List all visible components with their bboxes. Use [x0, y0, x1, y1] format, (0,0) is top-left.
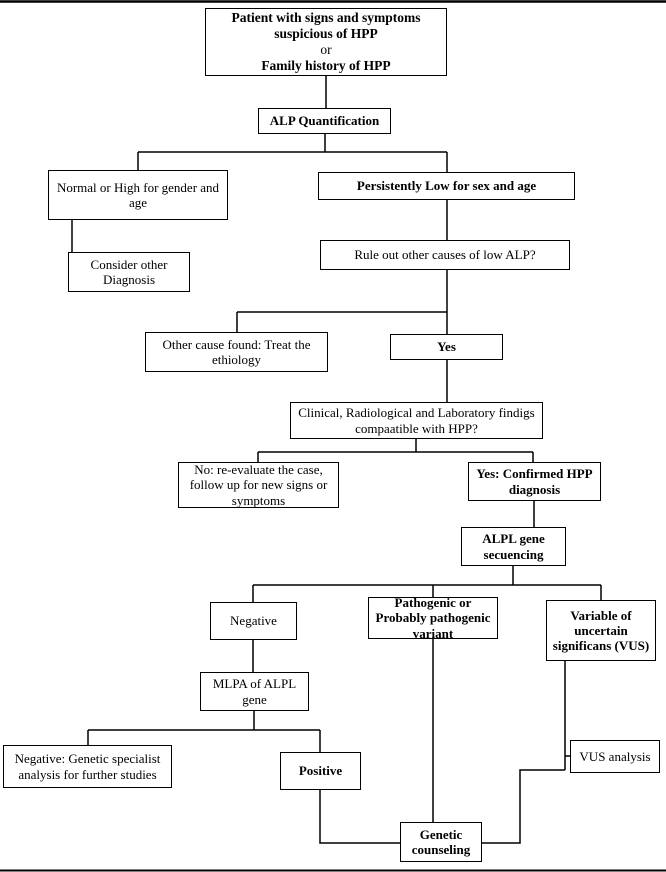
- node-rule-out-low-alp: Rule out other causes of low ALP?: [320, 240, 570, 270]
- node-genetic-counseling: Genetic counseling: [400, 822, 482, 862]
- node-consider-other-diagnosis: Consider other Diagnosis: [68, 252, 190, 292]
- node-yes-confirmed-hpp: Yes: Confirmed HPP diagnosis: [468, 462, 601, 501]
- node-normal-or-high: Normal or High for gender and age: [48, 170, 228, 220]
- connector-alp-split: [138, 134, 447, 172]
- node-positive: Positive: [280, 752, 361, 790]
- node-patient-suspicion: [205, 8, 447, 76]
- patient-line-3: Family history of HPP: [261, 57, 391, 73]
- node-vus-analysis: VUS analysis: [570, 740, 660, 773]
- patient-line-1: Patient with signs and symptoms suspicious of HPP: [231, 10, 421, 42]
- node-alpl-gene-sequencing: ALPL gene secuencing: [461, 527, 566, 566]
- connector-clinical-split: [258, 439, 533, 462]
- node-yes: Yes: [390, 334, 503, 360]
- patient-line-2: or: [320, 42, 332, 57]
- node-persistently-low: Persistently Low for sex and age: [318, 172, 575, 200]
- connector-positive-counseling: [320, 790, 400, 843]
- node-mlpa-alpl-gene: MLPA of ALPL gene: [200, 672, 309, 711]
- node-other-cause-found: Other cause found: Treat the ethiology: [145, 332, 328, 372]
- node-pathogenic-variant: Pathogenic or Probably pathogenic variant: [368, 597, 498, 639]
- node-alp-quantification: ALP Quantification: [258, 108, 391, 134]
- node-negative-genetic-specialist: Negative: Genetic specialist analysis for further studies: [3, 745, 172, 788]
- node-no-reevaluate: No: re-evaluate the case, follow up for new signs or symptoms: [178, 462, 339, 508]
- connector-vusanalysis-counseling: [482, 770, 565, 843]
- connector-ruleout-split: [237, 270, 447, 334]
- node-clinical-compatible: Clinical, Radiological and Laboratory findigs compaatible with HPP?: [290, 402, 543, 439]
- node-vus: Variable of uncertain significans (VUS): [546, 600, 656, 661]
- node-negative: Negative: [210, 602, 297, 640]
